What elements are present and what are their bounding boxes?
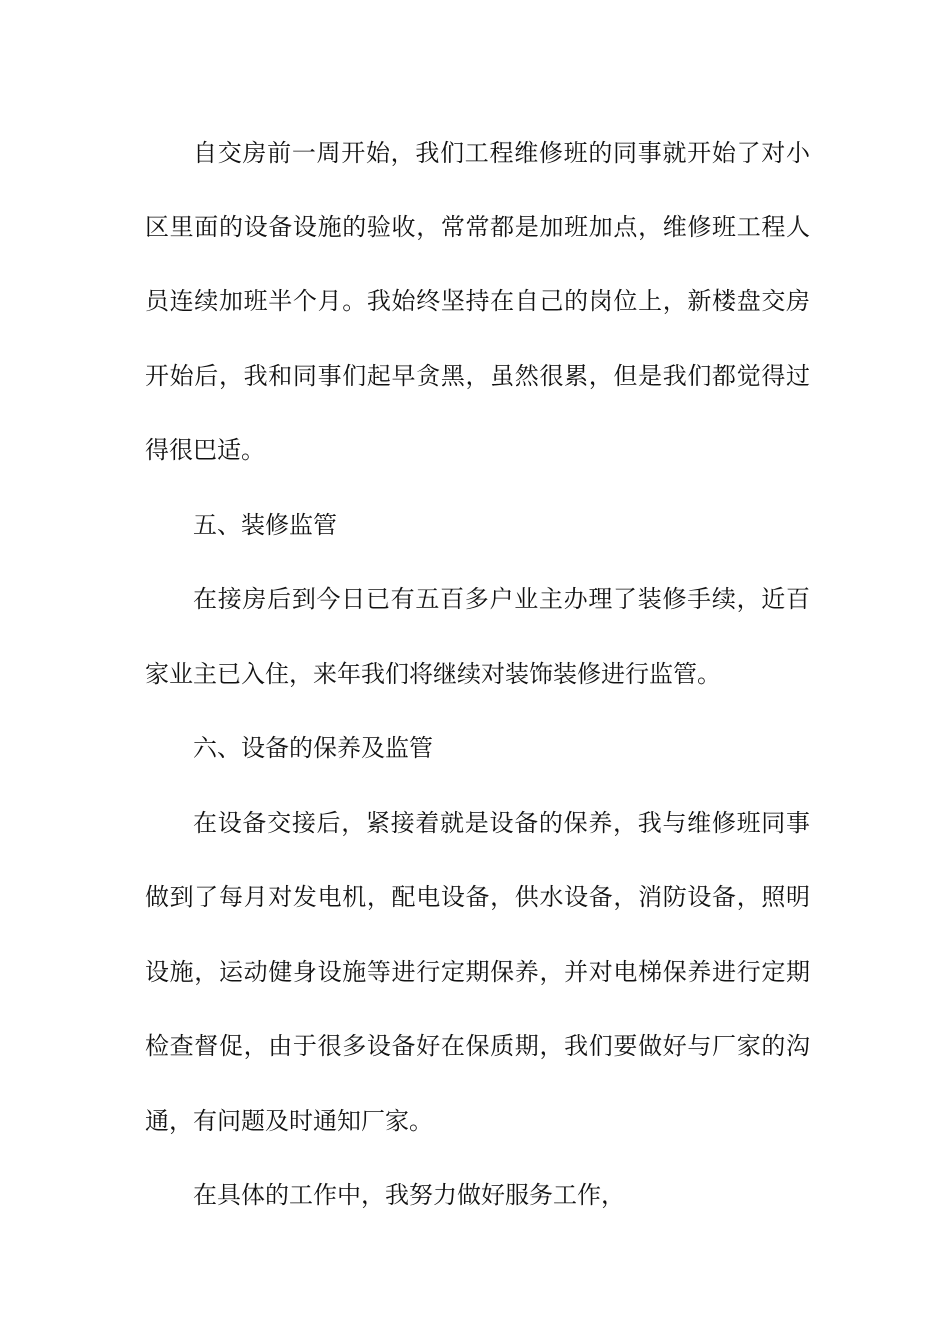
paragraph-line: 检查督促，由于很多设备好在保质期，我们要做好与厂家的沟 xyxy=(145,1032,810,1060)
paragraph-line: 做到了每月对发电机，配电设备，供水设备，消防设备，照明 xyxy=(145,883,810,911)
paragraph-line: 在接房后到今日已有五百多户业主办理了装修手续，近百 xyxy=(193,585,810,613)
paragraph-line: 在设备交接后，紧接着就是设备的保养，我与维修班同事 xyxy=(193,809,810,837)
paragraph-line: 家业主已入住，来年我们将继续对装饰装修进行监管。 xyxy=(145,660,721,688)
paragraph-line: 在具体的工作中，我努力做好服务工作， xyxy=(193,1181,625,1209)
section-heading-equipment: 六、设备的保养及监管 xyxy=(193,734,433,762)
paragraph-line: 设施，运动健身设施等进行定期保养，并对电梯保养进行定期 xyxy=(145,958,810,986)
paragraph-line: 开始后，我和同事们起早贪黑，虽然很累，但是我们都觉得过 xyxy=(145,362,810,390)
paragraph-line: 得很巴适。 xyxy=(145,436,265,464)
paragraph-line: 通，有问题及时通知厂家。 xyxy=(145,1107,433,1135)
paragraph-line: 员连续加班半个月。我始终坚持在自己的岗位上，新楼盘交房 xyxy=(145,287,810,315)
paragraph-line: 区里面的设备设施的验收，常常都是加班加点，维修班工程人 xyxy=(145,213,810,241)
section-heading-renovation: 五、装修监管 xyxy=(193,511,337,539)
paragraph-line: 自交房前一周开始，我们工程维修班的同事就开始了对小 xyxy=(193,139,810,167)
